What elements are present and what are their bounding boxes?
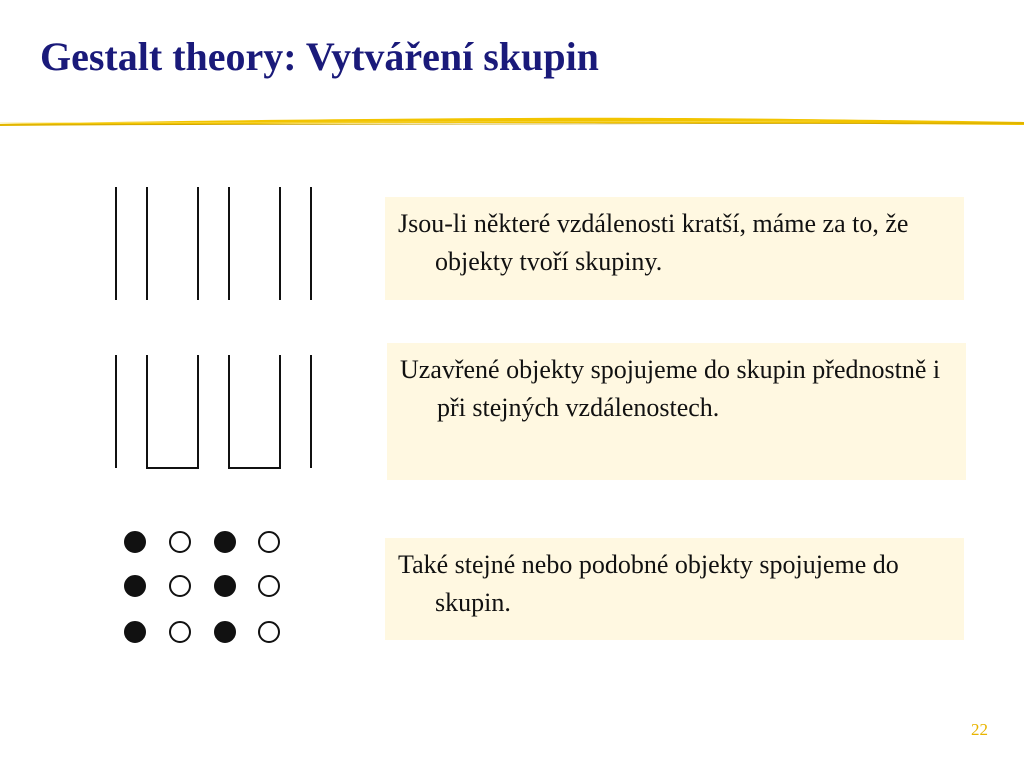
page-number: 22 <box>971 720 988 739</box>
proximity-text: Jsou-li některé vzdálenosti kratší, máme za to, že objekty tvoří skupiny. <box>398 209 909 276</box>
similarity-text: Také stejné nebo podobné objekty spojujeme do skupin. <box>398 550 899 617</box>
slide-title: Gestalt theory: Vytváření skupin <box>40 34 599 79</box>
closure-text-box <box>387 343 966 480</box>
title-underline-rule <box>0 112 1024 136</box>
similarity-text-box <box>385 538 964 640</box>
similarity-dots-figure <box>110 525 300 645</box>
closure-figure <box>100 350 330 474</box>
proximity-lines-figure <box>100 182 330 306</box>
closure-text: Uzavřené objekty spojujeme do skupin přednostně i při stejných vzdálenostech. <box>400 355 941 422</box>
proximity-text-box <box>385 197 964 300</box>
